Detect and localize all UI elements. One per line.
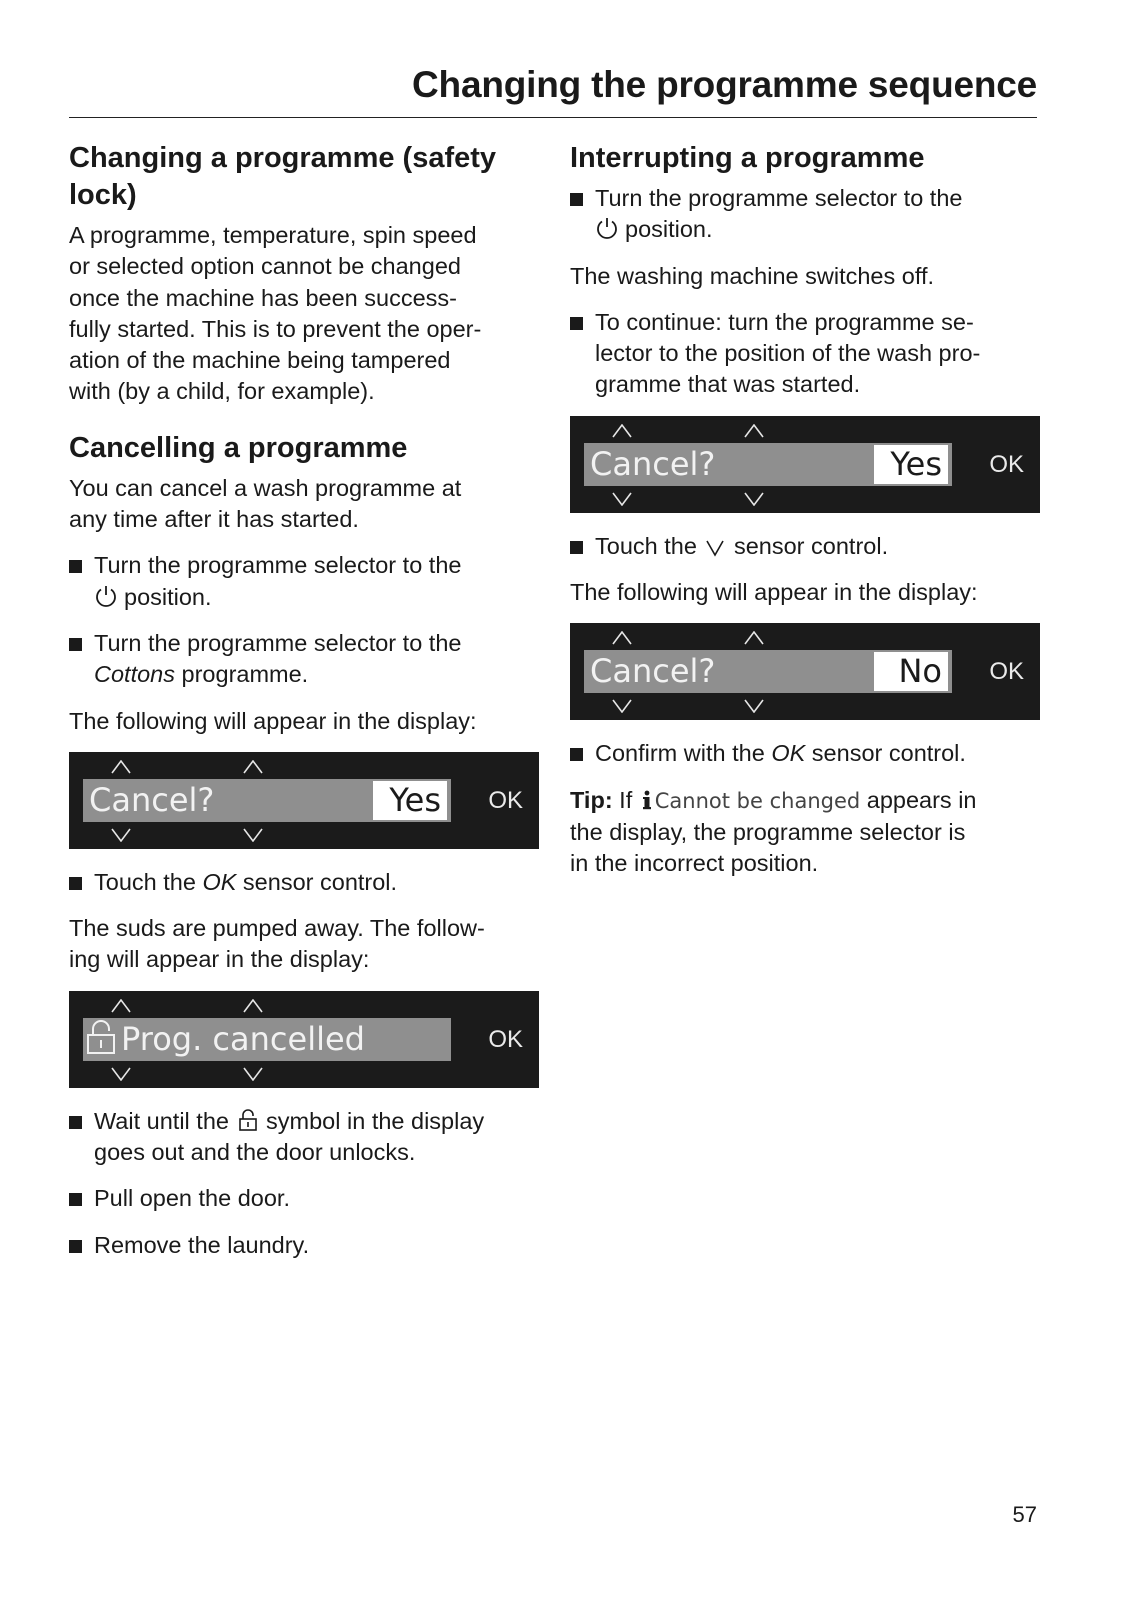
down-arrow-icon (612, 699, 632, 713)
step-text: Turn the programme selector to the (94, 629, 462, 656)
lock-icon (238, 1108, 258, 1132)
safety-lock-heading (69, 140, 539, 214)
step-text: sensor control. (236, 868, 398, 895)
info-icon (641, 789, 653, 811)
tip-text: in the incorrect position. (570, 850, 819, 877)
ok-control-name: OK (771, 740, 806, 767)
tip-text: appears in (860, 786, 977, 813)
ok-label: OK (989, 450, 1024, 478)
down-chevron-icon (705, 539, 725, 557)
ok-label: OK (488, 786, 523, 814)
power-icon (595, 216, 619, 240)
up-arrow-icon (243, 760, 263, 774)
up-arrow-icon (612, 631, 632, 645)
interrupt-step-4 (570, 738, 1042, 769)
display-prog-cancelled (69, 991, 539, 1088)
cancel-step-1 (69, 550, 539, 613)
intro-line: any time after it has started. (69, 506, 359, 533)
step-text: gramme that was started. (595, 371, 861, 398)
step-text: sensor control. (805, 740, 966, 767)
interrupting-heading: Interrupting a programme (570, 142, 925, 174)
suds-line: ing will appear in the display: (69, 946, 370, 973)
tip-label: Tip: (570, 786, 613, 813)
step-text: programme. (175, 661, 309, 688)
step-text: Touch the (94, 868, 203, 895)
bullet-square (69, 1240, 82, 1253)
page-title: Changing the programme sequence (412, 64, 1037, 105)
title-rule (69, 117, 1037, 118)
display-cancel-no (570, 623, 1040, 720)
body-line: or selected option cannot be changed (69, 253, 461, 280)
suds-line: The suds are pumped away. The follow- (69, 915, 485, 942)
step-text: Turn the programme selector to the (595, 185, 963, 211)
down-arrow-icon (111, 828, 131, 842)
cancel-step-4 (69, 1106, 539, 1169)
display-intro: The following will appear in the display: (570, 579, 978, 606)
body-line: A programme, temperature, spin speed (69, 222, 477, 248)
step-text: goes out and the door unlocks. (94, 1139, 416, 1166)
switches-off-text: The washing machine switches off. (570, 262, 934, 289)
bullet-square (570, 193, 583, 206)
up-arrow-icon (111, 999, 131, 1013)
step-text: Remove the laundry. (94, 1231, 310, 1258)
bullet-square (69, 877, 82, 890)
display-text: Cancel? (590, 444, 716, 483)
cancel-step-6 (69, 1230, 539, 1261)
display-text: Cancel? (590, 652, 716, 691)
step-text-line2 (595, 214, 1042, 245)
step-text: To continue: turn the programme se- (595, 308, 974, 335)
down-arrow-icon (744, 492, 764, 506)
up-arrow-icon (744, 631, 764, 645)
interrupt-step-3 (570, 531, 1042, 562)
interrupt-step-2 (570, 307, 1042, 401)
step-text: symbol in the display (259, 1107, 485, 1134)
step-text: sensor control. (727, 532, 889, 559)
down-arrow-icon (111, 1067, 131, 1081)
display-cancel-yes (570, 416, 1040, 513)
body-line: fully started. This is to prevent the oper- (69, 315, 482, 342)
ok-label: OK (989, 658, 1024, 686)
display-option-no: No (874, 652, 948, 691)
display-option-yes: Yes (874, 445, 948, 484)
body-line: with (by a child, for example). (69, 378, 375, 405)
safety-lock-heading-line2: lock) (69, 179, 137, 211)
bullet-square (570, 541, 583, 554)
display-bar (83, 779, 451, 822)
display-bar (584, 650, 952, 693)
bullet-square (69, 638, 82, 651)
cancel-step-2 (69, 628, 539, 691)
step-text: Touch the (595, 532, 704, 559)
tip-text: If (612, 786, 639, 813)
step-text: Wait until the (94, 1107, 236, 1134)
tip (570, 785, 1042, 880)
step-text: position. (625, 216, 713, 243)
cancel-step-5 (69, 1183, 539, 1214)
down-arrow-icon (243, 828, 263, 842)
right-column (570, 140, 1042, 895)
cancelling-heading: Cancelling a programme (69, 431, 408, 464)
down-arrow-icon (243, 1067, 263, 1081)
cancelling-intro (69, 473, 539, 536)
bullet-square (69, 1193, 82, 1206)
display-bar (83, 1018, 451, 1061)
up-arrow-icon (744, 424, 764, 438)
step-text: Turn the programme selector to the (94, 552, 462, 579)
interrupt-step-1 (570, 183, 1042, 246)
intro-line: You can cancel a wash programme at (69, 474, 462, 501)
ok-label: OK (488, 1025, 523, 1053)
body-line: ation of the machine being tampered (69, 347, 451, 374)
display-text: Cancel? (89, 780, 215, 819)
display-intro: The following will appear in the display: (69, 707, 477, 734)
step-text: lector to the position of the wash pro- (595, 340, 981, 367)
step-text: Confirm with the (595, 740, 772, 767)
tip-text: the display, the programme selector is (570, 818, 966, 845)
power-icon (94, 584, 118, 608)
bullet-square (570, 317, 583, 330)
bullet-square (69, 1116, 82, 1129)
display-bar (584, 443, 952, 486)
lock-icon (85, 1019, 117, 1055)
up-arrow-icon (111, 760, 131, 774)
suds-text (69, 913, 539, 976)
safety-lock-body (69, 220, 539, 408)
display-option-yes: Yes (373, 781, 447, 820)
step-text-line1 (94, 1106, 539, 1137)
left-column (69, 140, 539, 1276)
programme-name: Cottons (94, 661, 175, 688)
page-number: 57 (1012, 1502, 1037, 1527)
tip-screen-text: Cannot be changed (654, 788, 861, 813)
step-text: position. (124, 583, 212, 610)
step-text: Pull open the door. (94, 1185, 290, 1212)
up-arrow-icon (243, 999, 263, 1013)
up-arrow-icon (612, 424, 632, 438)
safety-lock-heading-line1: Changing a programme (safety (69, 142, 497, 174)
display-cancel-yes (69, 752, 539, 849)
bullet-square (69, 560, 82, 573)
down-arrow-icon (612, 492, 632, 506)
body-line: once the machine has been success- (69, 284, 457, 311)
down-arrow-icon (744, 699, 764, 713)
step-text-line2 (94, 659, 539, 690)
cancel-step-3 (69, 867, 539, 898)
display-text: Prog. cancelled (121, 1019, 365, 1058)
ok-control-name: OK (202, 868, 237, 895)
bullet-square (570, 748, 583, 761)
step-text-line2 (94, 582, 539, 613)
